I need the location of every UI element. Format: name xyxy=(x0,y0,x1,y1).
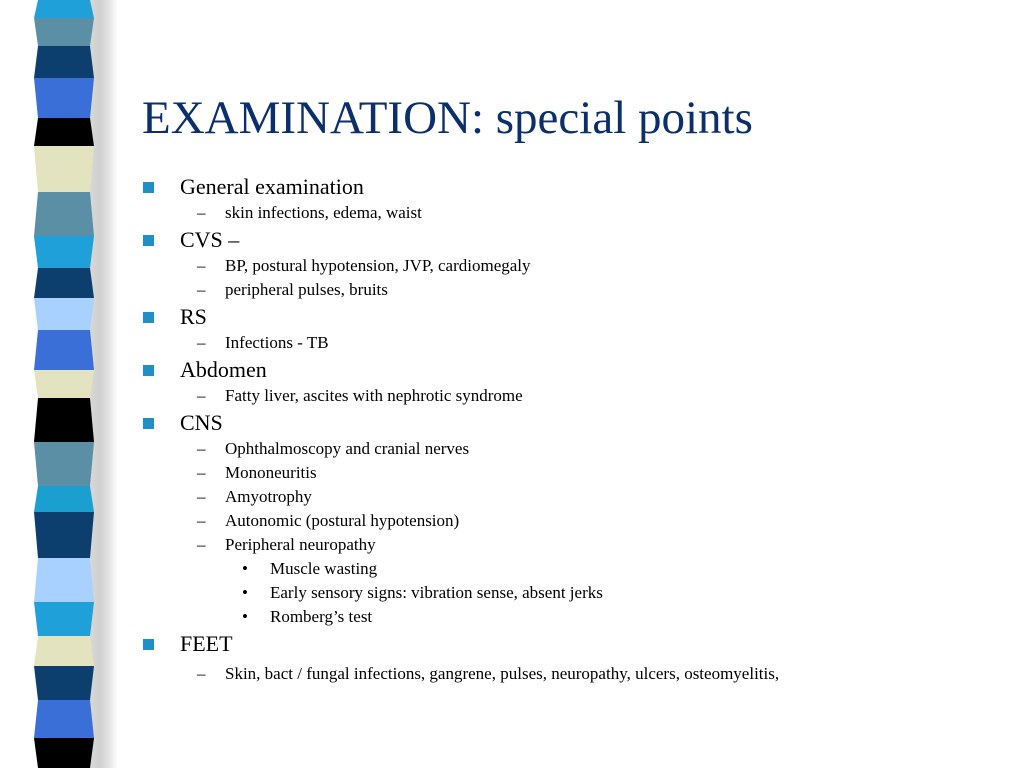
list-item xyxy=(142,331,1002,355)
dash-marker: – xyxy=(197,256,206,275)
stripe-block xyxy=(34,558,94,602)
list-item-text: skin infections, edema, waist xyxy=(225,203,422,222)
dash-marker: – xyxy=(197,463,206,482)
sub-list-item-text: Muscle wasting xyxy=(270,559,378,578)
square-bullet-icon xyxy=(143,418,154,429)
list-item-text: Skin, bact / fungal infections, gangrene, pulses, neuropathy, ulcers, osteomyelitis, xyxy=(225,664,780,683)
sub-list-item xyxy=(142,581,1002,605)
stripe-block xyxy=(34,486,94,512)
square-bullet-icon xyxy=(143,639,154,650)
dash-marker: – xyxy=(197,487,206,506)
list-item-text: BP, postural hypotension, JVP, cardiomegaly xyxy=(225,256,531,275)
list-item xyxy=(142,509,1002,533)
stripe-block xyxy=(34,700,94,738)
list-item-text: Fatty liver, ascites with nephrotic syndrome xyxy=(225,386,523,405)
list-item xyxy=(142,485,1002,509)
list-item-text: Mononeuritis xyxy=(225,463,317,482)
stripe-block xyxy=(34,666,94,700)
section-label: General examination xyxy=(180,174,364,199)
stripe-block xyxy=(34,398,94,442)
sub-list-item xyxy=(142,557,1002,581)
list-item xyxy=(142,461,1002,485)
slide-title: EXAMINATION: special points xyxy=(142,92,753,144)
square-bullet-icon xyxy=(143,312,154,323)
list-item xyxy=(142,662,1002,686)
dash-marker: – xyxy=(197,439,206,458)
dash-marker: – xyxy=(197,511,206,530)
stripe-block xyxy=(34,602,94,636)
dot-bullet-icon: • xyxy=(242,607,248,626)
dash-marker: – xyxy=(197,664,206,683)
sub-list-item xyxy=(142,605,1002,629)
stripe-block xyxy=(34,236,94,268)
dash-marker: – xyxy=(197,333,206,352)
dash-marker: – xyxy=(197,280,206,299)
sub-list-item-text: Early sensory signs: vibration sense, absent jerks xyxy=(270,583,603,602)
section-rs xyxy=(142,303,1002,331)
section-label: CNS xyxy=(180,410,223,435)
square-bullet-icon xyxy=(143,235,154,246)
list-item-text: Ophthalmoscopy and cranial nerves xyxy=(225,439,470,458)
section-cvs xyxy=(142,226,1002,254)
stripe-block xyxy=(34,512,94,558)
section-cns xyxy=(142,409,1002,437)
list-item xyxy=(142,254,1002,278)
stripe-block xyxy=(34,738,94,768)
stripe-block xyxy=(34,636,94,666)
section-label: CVS – xyxy=(180,227,240,252)
dot-bullet-icon: • xyxy=(242,559,248,578)
stripe-block xyxy=(34,118,94,146)
stripe-block xyxy=(34,298,94,330)
list-item xyxy=(142,533,1002,557)
list-item-text: Infections - TB xyxy=(225,333,329,352)
dot-bullet-icon: • xyxy=(242,583,248,602)
dash-marker: – xyxy=(197,535,206,554)
stripe-block xyxy=(34,330,94,370)
stripe-block xyxy=(34,18,94,46)
section-abdomen xyxy=(142,356,1002,384)
stripe-block xyxy=(34,192,94,236)
stripe-block xyxy=(34,0,94,18)
list-item-text: peripheral pulses, bruits xyxy=(225,280,388,299)
section-feet xyxy=(142,630,1002,658)
section-general-examination xyxy=(142,173,1002,201)
dash-marker: – xyxy=(197,203,206,222)
section-label: FEET xyxy=(180,631,233,656)
dash-marker: – xyxy=(197,386,206,405)
stripe-block xyxy=(34,268,94,298)
square-bullet-icon xyxy=(143,182,154,193)
list-item-text: Peripheral neuropathy xyxy=(225,535,376,554)
list-item-text: Amyotrophy xyxy=(225,487,312,506)
list-item xyxy=(142,201,1002,225)
section-label: RS xyxy=(180,304,207,329)
stripe-block xyxy=(34,46,94,78)
bullet-list xyxy=(142,172,1002,686)
square-bullet-icon xyxy=(143,365,154,376)
stripe-block xyxy=(34,370,94,398)
sub-list-item-text: Romberg’s test xyxy=(270,607,373,626)
list-item xyxy=(142,437,1002,461)
stripe-block xyxy=(34,442,94,486)
list-item-text: Autonomic (postural hypotension) xyxy=(225,511,460,530)
list-item xyxy=(142,384,1002,408)
list-item xyxy=(142,278,1002,302)
stripe-block xyxy=(34,146,94,192)
section-label: Abdomen xyxy=(180,357,267,382)
stripe-block xyxy=(34,78,94,118)
decorative-stripe-band xyxy=(0,0,118,768)
